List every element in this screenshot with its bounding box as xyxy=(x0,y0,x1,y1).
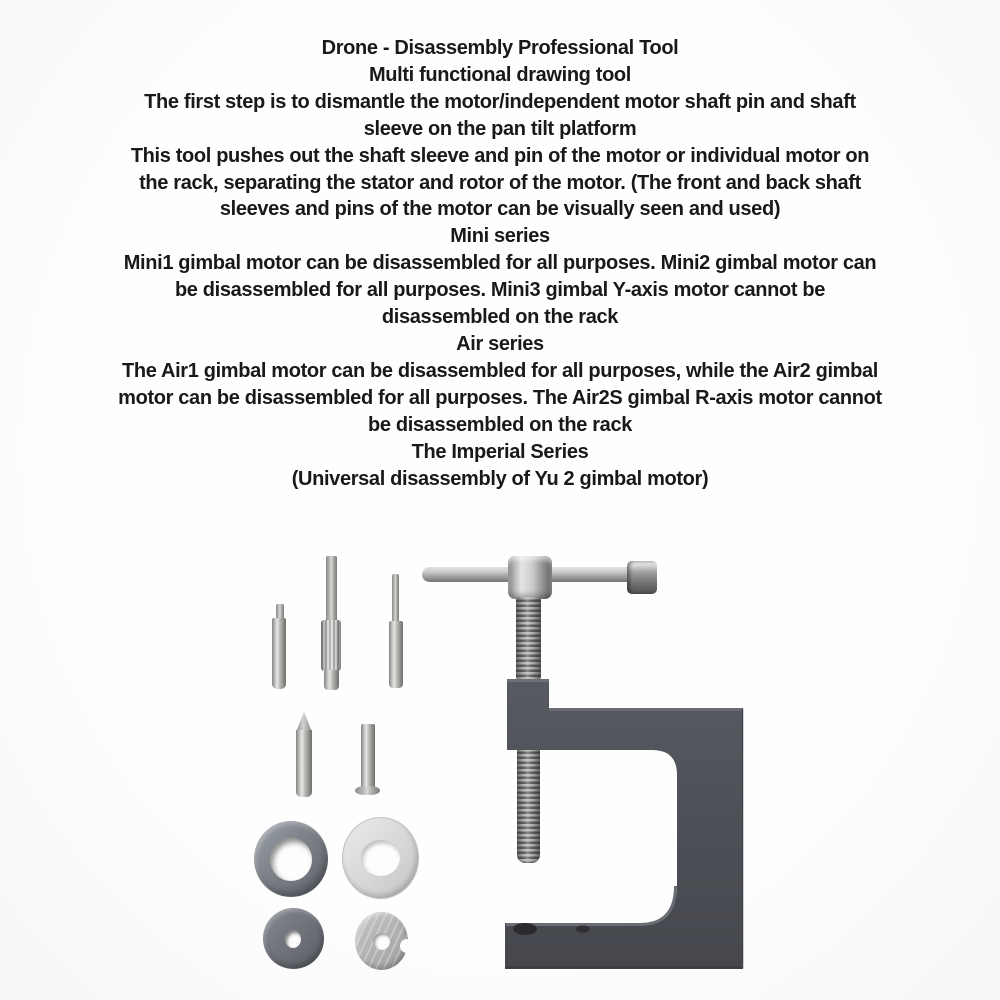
disc-small-dark-hole xyxy=(285,930,301,948)
air-series-heading: Air series xyxy=(456,332,544,355)
punch-pin-thin-stepped xyxy=(389,621,403,688)
mini-series-heading: Mini series xyxy=(450,225,550,248)
punch-pin-knurled-shaft xyxy=(326,556,337,622)
disc-small-silver-notch xyxy=(400,939,414,953)
description-line: be disassembled on the rack xyxy=(368,413,632,436)
description-text xyxy=(50,35,950,492)
punch-pin-small-stepped xyxy=(272,618,286,689)
description-line: (Universal disassembly of Yu 2 gimbal motor) xyxy=(291,467,709,490)
washer-large-dark-hole xyxy=(270,838,312,881)
t-handle-boss xyxy=(508,556,552,599)
clamp-base-hole-small xyxy=(576,926,590,933)
disc-small-silver-notched xyxy=(355,912,408,970)
washer-large-silver-hole xyxy=(361,840,400,876)
description-line: the rack, separating the stator and rotor of the motor. (The front and back shaft xyxy=(139,171,861,194)
clamp-base-hole-large xyxy=(513,923,537,935)
punch-pin-knurled xyxy=(321,620,341,671)
punch-pin-thin-stepped-tip xyxy=(392,574,399,624)
description-line: disassembled on the rack xyxy=(381,306,619,329)
flat-head-pin xyxy=(361,724,375,788)
punch-pin-pointed xyxy=(296,730,312,797)
flat-head-pin-flange xyxy=(355,786,380,795)
t-handle-knob xyxy=(627,561,657,594)
screw-thread-upper xyxy=(516,597,541,680)
description-line: This tool pushes out the shaft sleeve and pin of the motor or individual motor on xyxy=(130,144,870,167)
product-subtitle: Multi functional drawing tool xyxy=(368,63,632,86)
imperial-series-heading: The Imperial Series xyxy=(411,440,589,463)
description-line: The Air1 gimbal motor can be disassembled for all purposes, while the Air2 gimbal xyxy=(122,359,878,382)
description-line: sleeve on the pan tilt platform xyxy=(363,117,637,140)
description-line: Mini1 gimbal motor can be disassembled for all purposes. Mini2 gimbal motor can xyxy=(123,252,877,275)
product-title: Drone - Disassembly Professional Tool xyxy=(321,37,679,59)
c-clamp-body xyxy=(504,678,744,971)
washer-large-dark xyxy=(254,821,328,897)
disc-small-dark xyxy=(263,908,324,969)
description-line: The first step is to dismantle the motor/independent motor shaft pin and shaft xyxy=(144,90,856,113)
punch-pin-knurled-base xyxy=(324,670,339,690)
description-line: sleeves and pins of the motor can be visually seen and used) xyxy=(219,198,781,221)
disc-small-silver-hole xyxy=(373,933,390,950)
washer-large-silver xyxy=(343,818,418,898)
punch-pin-pointed-tip xyxy=(296,712,312,732)
description-line: be disassembled for all purposes. Mini3 gimbal Y-axis motor cannot be xyxy=(174,279,826,302)
description-line: motor can be disassembled for all purposes. The Air2S gimbal R-axis motor cannot xyxy=(118,386,882,409)
